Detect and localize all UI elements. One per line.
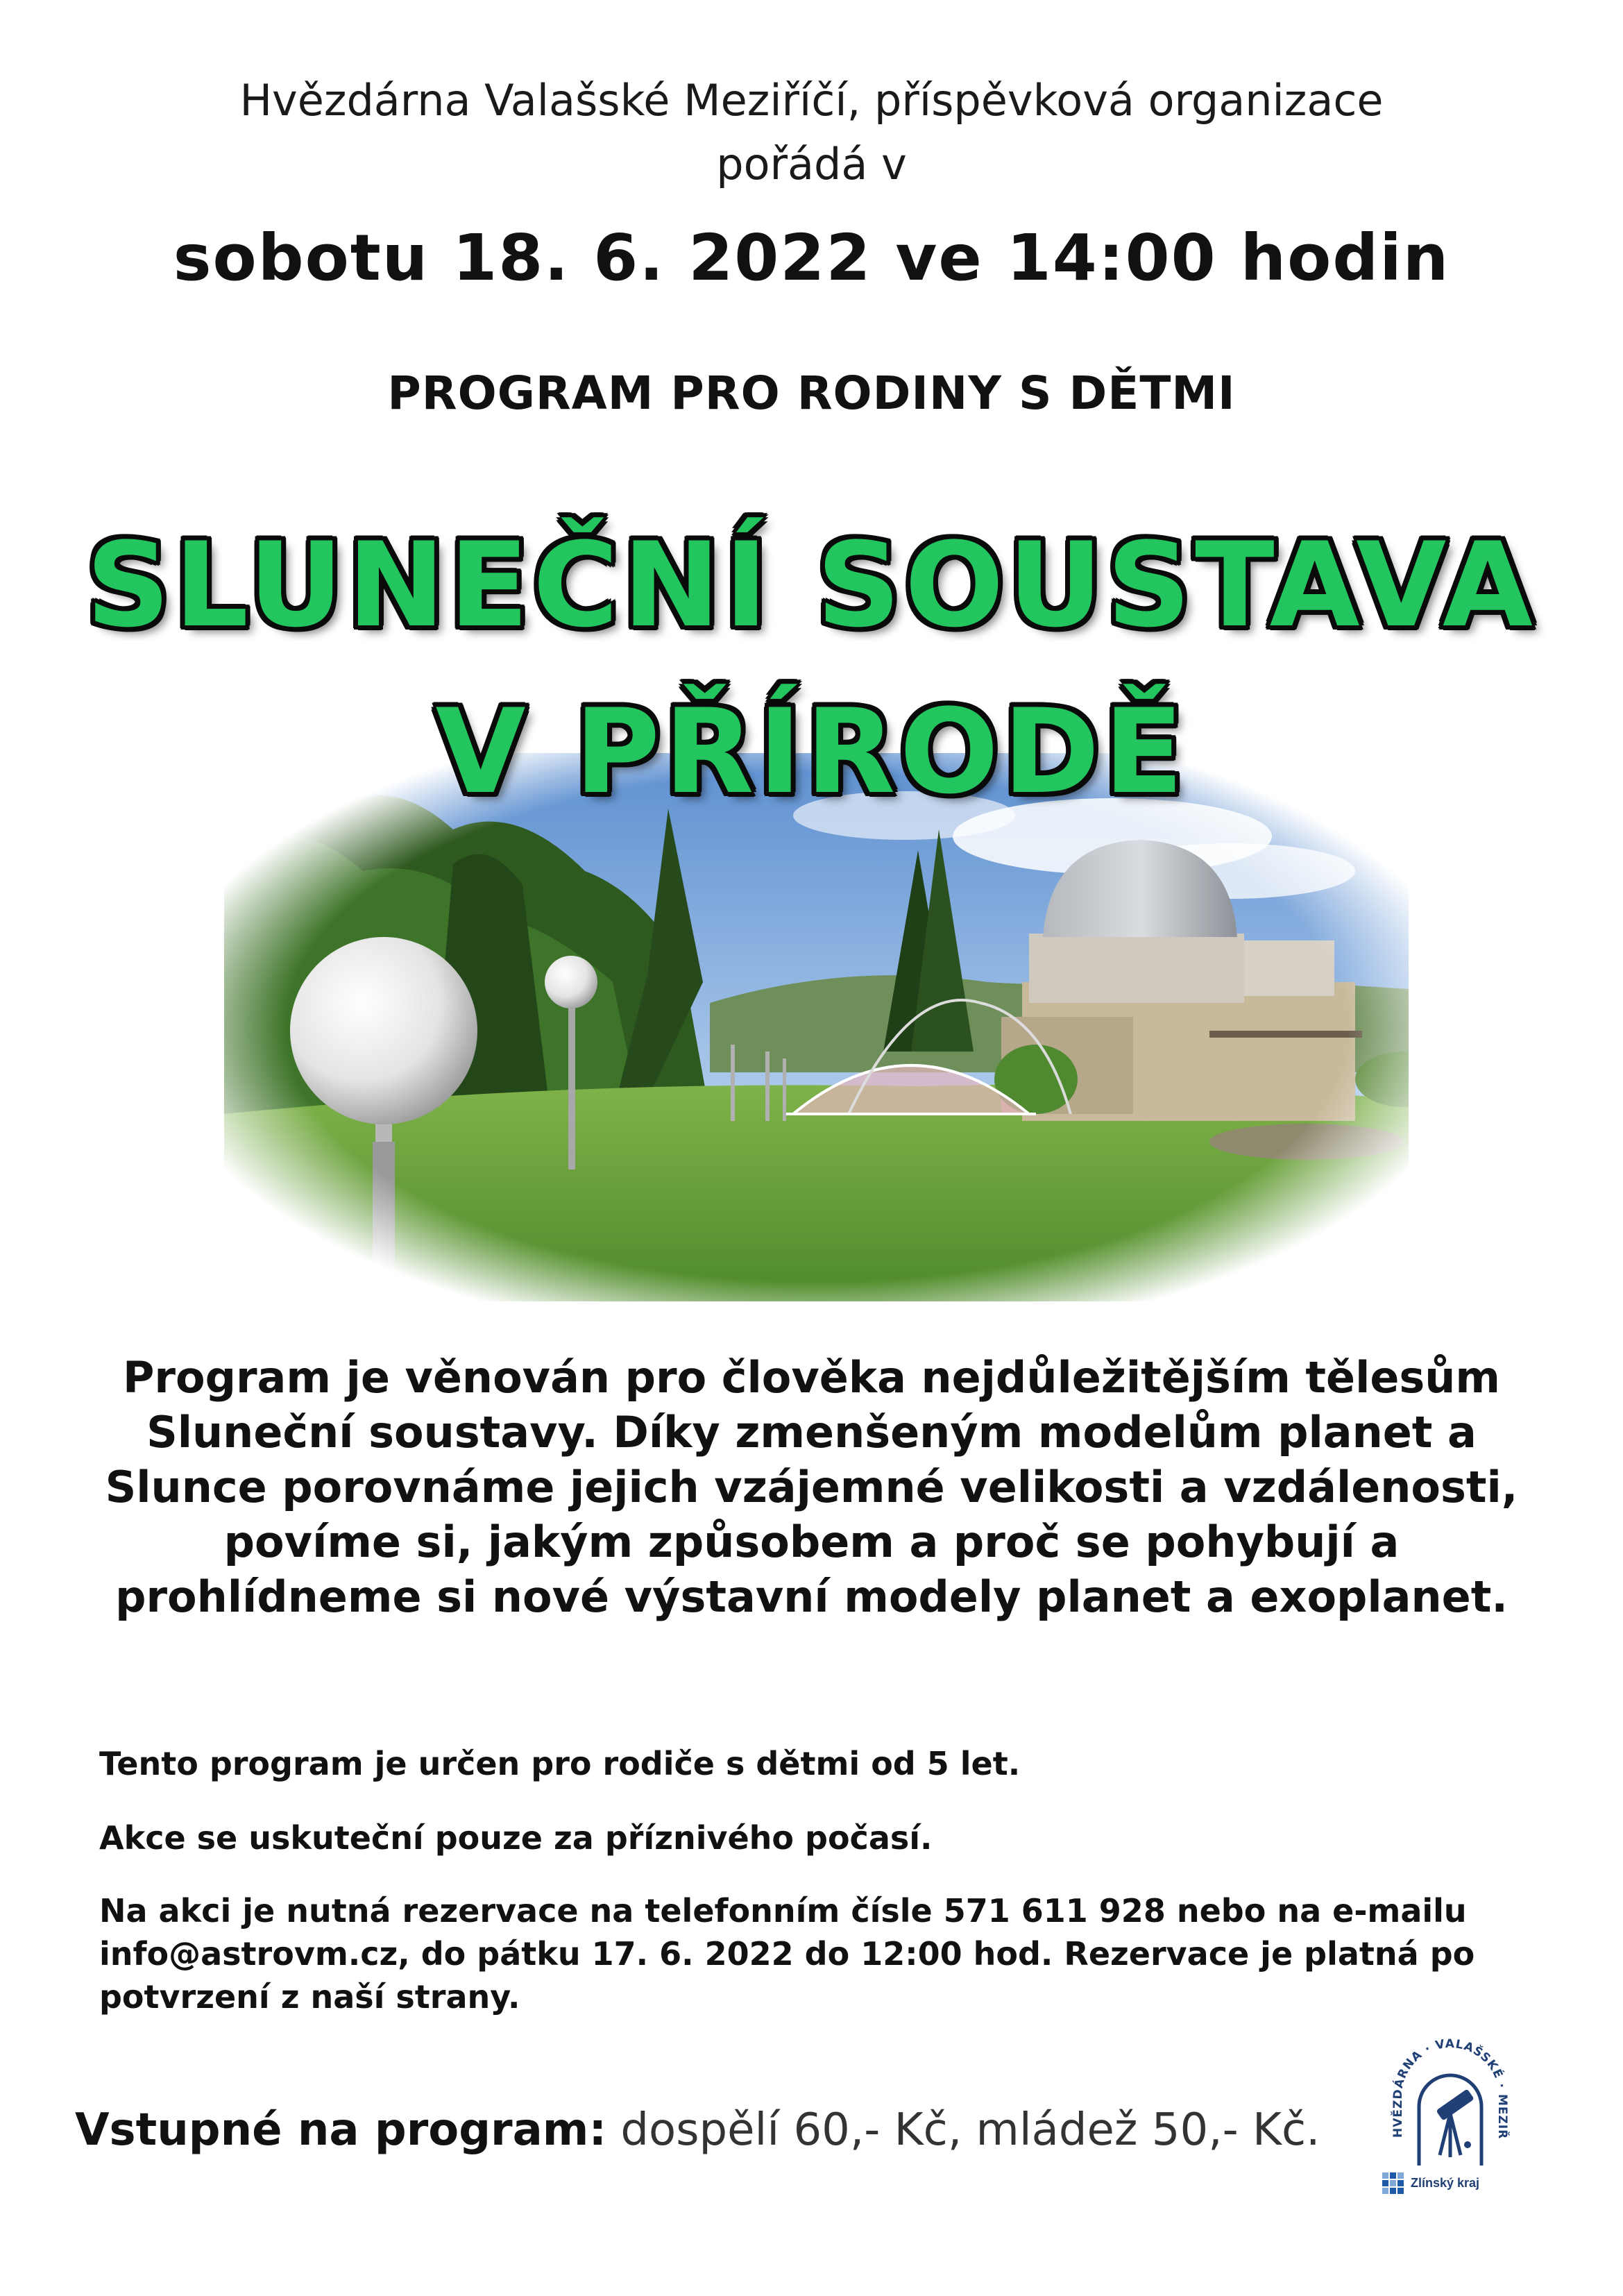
region-name: Zlínský kraj [1411,2175,1480,2190]
observatory-garden-photo [224,753,1409,1301]
region-logo-mark [1382,2172,1404,2194]
admission-fees [75,2104,1320,2156]
svg-text:HVĚZDÁRNA · VALAŠSKÉ · MEZIŘÍČ [1381,2034,1511,2139]
reservation-info: Na akci je nutná rezervace na telefonním čísle 571 611 928 nebo na e-mailu info@astrovm.cz, do pátku 17. 6. 2022 do 12:00 hod. Rezervace je platná po potvrzení z naší strany. [99,1892,1475,2016]
admission-label: Vstupné na program: [75,2104,607,2156]
event-title-line2: V PŘÍRODĚ [435,684,1188,820]
zlin-region-logo [1382,2169,1479,2197]
age-info: Tento program je určen pro rodiče s dětmi od 5 let. [99,1745,1021,1782]
program-description: Program je věnován pro člověka nejdůležitějším tělesům Sluneční soustavy. Díky zmenšeným modelům planet a Slunce porovnáme jejich vzájemné velikosti a vzdálenosti, povíme si, jakým způsobem a proč se pohybují a prohlídneme si nové výstavní modely planet a exoplanet. [105,1352,1518,1622]
event-date-time: sobotu 18. 6. 2022 ve 14:00 hodin [173,221,1450,295]
organizer-subline: pořádá v [716,139,907,189]
event-title-line1: SLUNEČNÍ SOUSTAVA [86,517,1537,653]
program-type-heading: PROGRAM PRO RODINY S DĚTMI [387,366,1236,420]
admission-prices: dospělí 60,- Kč, mládež 50,- Kč. [606,2104,1320,2156]
weather-info: Akce se uskuteční pouze za příznivého počasí. [99,1819,933,1857]
observatory-logo-text: HVĚZDÁRNA · VALAŠSKÉ · MEZIŘ [1391,2036,1509,2140]
organizer-line: Hvězdárna Valašské Meziříčí, příspěvková organizace [239,75,1384,126]
